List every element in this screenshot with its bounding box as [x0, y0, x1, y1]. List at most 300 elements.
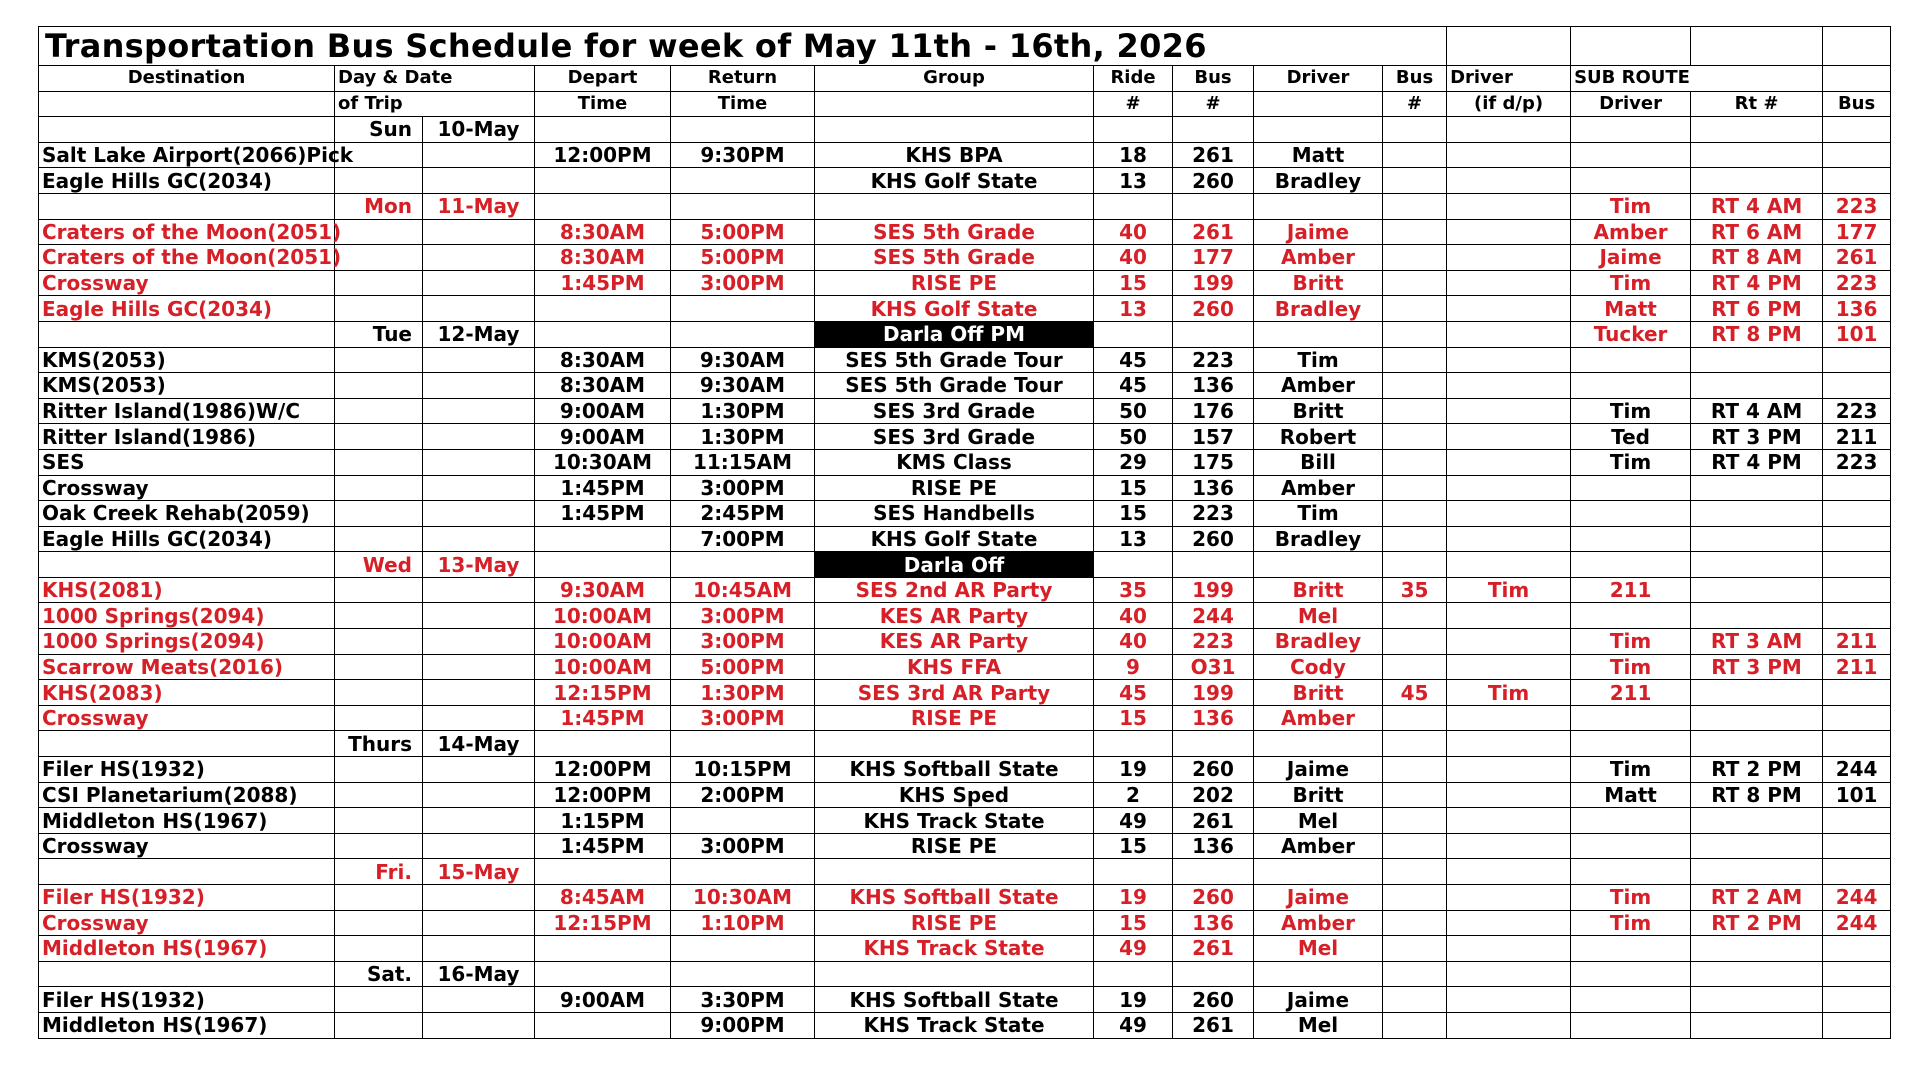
sub-bus-cell [1823, 475, 1891, 501]
day-header-row [39, 193, 1891, 219]
date-cell [423, 449, 535, 475]
header-ride: Ride [1094, 66, 1173, 92]
sub-route-cell: RT 2 AM [1691, 885, 1823, 911]
header-return-time: Time [671, 91, 815, 117]
sub-driver-cell: Ted [1571, 424, 1691, 450]
driver-cell: Bradley [1254, 296, 1383, 322]
sub-bus-cell [1823, 168, 1891, 194]
ride-cell [1094, 859, 1173, 885]
header-ride-num: # [1094, 91, 1173, 117]
bus-2-cell [1383, 526, 1447, 552]
day-cell [335, 475, 423, 501]
bus-2-cell [1383, 885, 1447, 911]
sub-driver-cell: Tim [1571, 398, 1691, 424]
sub-bus-cell: 136 [1823, 296, 1891, 322]
destination-cell: Middleton HS(1967) [39, 936, 335, 962]
sub-route-cell [1691, 577, 1823, 603]
driver-2-cell [1447, 757, 1571, 783]
bus-cell: 177 [1173, 245, 1254, 271]
bus-2-cell [1383, 731, 1447, 757]
ride-cell: 40 [1094, 219, 1173, 245]
destination-cell: SES [39, 449, 335, 475]
bus-cell: 223 [1173, 629, 1254, 655]
bus-cell [1173, 961, 1254, 987]
depart-cell [535, 859, 671, 885]
destination-cell: 1000 Springs(2094) [39, 603, 335, 629]
sub-route-cell: RT 8 PM [1691, 782, 1823, 808]
driver-2-cell: Tim [1447, 577, 1571, 603]
sub-bus-cell: 223 [1823, 193, 1891, 219]
destination-cell: Ritter Island(1986)W/C [39, 398, 335, 424]
group-cell [815, 961, 1094, 987]
return-cell: 3:30PM [671, 987, 815, 1013]
title-spacer-cell [1691, 27, 1823, 66]
header-empty [1254, 91, 1383, 117]
sub-bus-cell [1823, 142, 1891, 168]
header-bus-2-num: # [1383, 91, 1447, 117]
ride-cell: 15 [1094, 705, 1173, 731]
date-cell [423, 782, 535, 808]
depart-cell: 9:00AM [535, 398, 671, 424]
sub-bus-cell [1823, 859, 1891, 885]
bus-2-cell [1383, 910, 1447, 936]
driver-2-cell [1447, 219, 1571, 245]
depart-cell: 1:45PM [535, 833, 671, 859]
driver-2-cell [1447, 910, 1571, 936]
sub-route-cell [1691, 731, 1823, 757]
group-cell: KHS Golf State [815, 526, 1094, 552]
sub-route-cell: RT 4 PM [1691, 449, 1823, 475]
date-cell: 14-May [423, 731, 535, 757]
ride-cell: 45 [1094, 373, 1173, 399]
return-cell [671, 936, 815, 962]
date-cell [423, 808, 535, 834]
sub-driver-cell [1571, 1012, 1691, 1038]
date-cell [423, 910, 535, 936]
bus-cell: 199 [1173, 680, 1254, 706]
sub-route-cell [1691, 833, 1823, 859]
ride-cell [1094, 117, 1173, 143]
trip-row [39, 705, 1891, 731]
driver-cell [1254, 961, 1383, 987]
bus-2-cell [1383, 398, 1447, 424]
driver-cell: Bradley [1254, 629, 1383, 655]
bus-2-cell [1383, 168, 1447, 194]
header-group: Group [815, 66, 1094, 92]
header-row-1 [39, 66, 1891, 92]
sub-driver-cell [1571, 168, 1691, 194]
bus-2-cell [1383, 245, 1447, 271]
group-cell: KHS Track State [815, 808, 1094, 834]
destination-cell: Crossway [39, 475, 335, 501]
bus-cell: 223 [1173, 347, 1254, 373]
driver-cell: Jaime [1254, 885, 1383, 911]
sub-route-cell: RT 4 PM [1691, 270, 1823, 296]
day-cell: Tue [335, 321, 423, 347]
header-sub-rt: Rt # [1691, 91, 1823, 117]
ride-cell: 18 [1094, 142, 1173, 168]
day-header-row [39, 552, 1891, 578]
day-cell [335, 629, 423, 655]
bus-2-cell [1383, 552, 1447, 578]
return-cell: 5:00PM [671, 219, 815, 245]
driver-cell [1254, 731, 1383, 757]
title-spacer-cell [1447, 27, 1571, 66]
depart-cell: 8:45AM [535, 885, 671, 911]
driver-cell [1254, 193, 1383, 219]
driver-2-cell [1447, 859, 1571, 885]
group-cell: RISE PE [815, 910, 1094, 936]
bus-cell: 199 [1173, 577, 1254, 603]
destination-cell: KMS(2053) [39, 347, 335, 373]
sub-route-cell: RT 6 PM [1691, 296, 1823, 322]
date-cell [423, 987, 535, 1013]
trip-row [39, 577, 1891, 603]
trip-row [39, 782, 1891, 808]
return-cell: 2:45PM [671, 501, 815, 527]
sub-bus-cell [1823, 1012, 1891, 1038]
depart-cell [535, 961, 671, 987]
day-cell [335, 219, 423, 245]
date-cell [423, 654, 535, 680]
bus-2-cell [1383, 987, 1447, 1013]
trip-row [39, 424, 1891, 450]
date-cell [423, 833, 535, 859]
group-cell: RISE PE [815, 270, 1094, 296]
ride-cell: 2 [1094, 782, 1173, 808]
header-driver: Driver [1254, 66, 1383, 92]
sub-bus-cell: 211 [1823, 424, 1891, 450]
sub-driver-cell [1571, 501, 1691, 527]
driver-cell: Britt [1254, 680, 1383, 706]
date-cell [423, 629, 535, 655]
driver-2-cell [1447, 782, 1571, 808]
day-header-row [39, 321, 1891, 347]
date-cell [423, 347, 535, 373]
header-depart: Depart [535, 66, 671, 92]
header-destination: Destination [39, 66, 335, 92]
return-cell [671, 168, 815, 194]
bus-2-cell [1383, 654, 1447, 680]
driver-cell: Mel [1254, 1012, 1383, 1038]
driver-cell: Amber [1254, 245, 1383, 271]
header-sub-driver: Driver [1571, 91, 1691, 117]
sub-route-cell: RT 6 AM [1691, 219, 1823, 245]
sub-driver-cell: Tim [1571, 910, 1691, 936]
day-cell [335, 245, 423, 271]
schedule-title: Transportation Bus Schedule for week of May 11th - 16th, 2026 [39, 27, 1447, 66]
trip-row [39, 475, 1891, 501]
driver-cell: Britt [1254, 782, 1383, 808]
header-empty [39, 91, 335, 117]
header-empty [1823, 66, 1891, 92]
trip-row [39, 398, 1891, 424]
day-cell [335, 501, 423, 527]
group-cell: KES AR Party [815, 603, 1094, 629]
group-cell: RISE PE [815, 705, 1094, 731]
sub-route-cell [1691, 987, 1823, 1013]
destination-cell: 1000 Springs(2094) [39, 629, 335, 655]
bus-2-cell [1383, 705, 1447, 731]
sub-route-cell [1691, 526, 1823, 552]
driver-2-cell [1447, 987, 1571, 1013]
sub-route-cell [1691, 936, 1823, 962]
return-cell: 10:30AM [671, 885, 815, 911]
trip-row [39, 501, 1891, 527]
bus-2-cell [1383, 219, 1447, 245]
bus-cell: 261 [1173, 1012, 1254, 1038]
driver-2-cell [1447, 321, 1571, 347]
driver-2-cell [1447, 885, 1571, 911]
date-cell [423, 680, 535, 706]
ride-cell: 15 [1094, 270, 1173, 296]
bus-cell: 223 [1173, 501, 1254, 527]
bus-cell: 260 [1173, 168, 1254, 194]
ride-cell [1094, 193, 1173, 219]
ride-cell: 19 [1094, 757, 1173, 783]
group-cell: KHS Track State [815, 936, 1094, 962]
bus-cell: 260 [1173, 296, 1254, 322]
sub-driver-cell: Tucker [1571, 321, 1691, 347]
driver-cell: Britt [1254, 270, 1383, 296]
group-cell: KHS Sped [815, 782, 1094, 808]
depart-cell: 9:00AM [535, 987, 671, 1013]
sub-driver-cell [1571, 936, 1691, 962]
group-cell: KHS Softball State [815, 757, 1094, 783]
return-cell: 9:30AM [671, 347, 815, 373]
destination-cell: Crossway [39, 270, 335, 296]
destination-cell: Middleton HS(1967) [39, 808, 335, 834]
day-cell [335, 577, 423, 603]
return-cell: 3:00PM [671, 629, 815, 655]
ride-cell: 15 [1094, 501, 1173, 527]
trip-row [39, 757, 1891, 783]
group-cell: KHS Softball State [815, 885, 1094, 911]
bus-cell: 260 [1173, 885, 1254, 911]
destination-cell: Crossway [39, 910, 335, 936]
sub-route-cell [1691, 501, 1823, 527]
header-sub-bus: Bus [1823, 91, 1891, 117]
depart-cell: 1:45PM [535, 270, 671, 296]
bus-2-cell [1383, 859, 1447, 885]
return-cell [671, 808, 815, 834]
sub-bus-cell: 177 [1823, 219, 1891, 245]
sub-driver-cell [1571, 117, 1691, 143]
date-cell [423, 245, 535, 271]
return-cell: 3:00PM [671, 705, 815, 731]
bus-cell [1173, 859, 1254, 885]
day-cell: Thurs [335, 731, 423, 757]
depart-cell: 12:00PM [535, 782, 671, 808]
driver-2-cell [1447, 552, 1571, 578]
driver-2-cell [1447, 168, 1571, 194]
bus-cell [1173, 731, 1254, 757]
driver-cell: Jaime [1254, 757, 1383, 783]
sub-bus-cell [1823, 936, 1891, 962]
trip-row [39, 936, 1891, 962]
return-cell: 9:30AM [671, 373, 815, 399]
return-cell: 1:10PM [671, 910, 815, 936]
sub-driver-cell: Tim [1571, 885, 1691, 911]
depart-cell: 8:30AM [535, 219, 671, 245]
destination-cell: Oak Creek Rehab(2059) [39, 501, 335, 527]
driver-cell: Bradley [1254, 526, 1383, 552]
sub-bus-cell: 211 [1823, 629, 1891, 655]
group-cell: KHS Track State [815, 1012, 1094, 1038]
sub-bus-cell [1823, 577, 1891, 603]
sub-driver-cell [1571, 552, 1691, 578]
sub-bus-cell [1823, 987, 1891, 1013]
bus-2-cell: 35 [1383, 577, 1447, 603]
header-of-trip: of Trip [335, 91, 535, 117]
destination-cell: Ritter Island(1986) [39, 424, 335, 450]
destination-cell [39, 321, 335, 347]
day-cell [335, 680, 423, 706]
date-cell [423, 936, 535, 962]
sub-bus-cell [1823, 603, 1891, 629]
sub-bus-cell: 211 [1823, 654, 1891, 680]
depart-cell: 1:45PM [535, 475, 671, 501]
bus-2-cell [1383, 296, 1447, 322]
ride-cell: 49 [1094, 1012, 1173, 1038]
trip-row [39, 373, 1891, 399]
header-sub-route: SUB ROUTE [1571, 66, 1823, 92]
day-header-row [39, 961, 1891, 987]
trip-row [39, 680, 1891, 706]
day-cell [335, 808, 423, 834]
title-row [39, 27, 1891, 66]
driver-2-cell [1447, 449, 1571, 475]
destination-cell: KHS(2081) [39, 577, 335, 603]
depart-cell: 8:30AM [535, 373, 671, 399]
sub-bus-cell [1823, 731, 1891, 757]
day-header-row [39, 859, 1891, 885]
depart-cell: 10:00AM [535, 654, 671, 680]
sub-bus-cell: 223 [1823, 270, 1891, 296]
day-cell [335, 705, 423, 731]
bus-cell [1173, 193, 1254, 219]
driver-off-note: Darla Off [815, 552, 1094, 578]
group-cell: SES 3rd Grade [815, 398, 1094, 424]
day-cell [335, 910, 423, 936]
header-depart-time: Time [535, 91, 671, 117]
sub-bus-cell: 244 [1823, 910, 1891, 936]
day-cell [335, 782, 423, 808]
sub-bus-cell: 101 [1823, 321, 1891, 347]
bus-cell: 136 [1173, 373, 1254, 399]
ride-cell: 40 [1094, 603, 1173, 629]
driver-cell: Mel [1254, 603, 1383, 629]
trip-row [39, 142, 1891, 168]
sub-bus-cell [1823, 347, 1891, 373]
group-cell: RISE PE [815, 833, 1094, 859]
driver-cell: Jaime [1254, 987, 1383, 1013]
sub-route-cell [1691, 117, 1823, 143]
driver-cell [1254, 552, 1383, 578]
driver-2-cell [1447, 270, 1571, 296]
driver-2-cell [1447, 705, 1571, 731]
sub-bus-cell [1823, 808, 1891, 834]
return-cell [671, 321, 815, 347]
sub-route-cell [1691, 1012, 1823, 1038]
driver-cell: Tim [1254, 501, 1383, 527]
driver-2-cell [1447, 629, 1571, 655]
day-header-row [39, 731, 1891, 757]
ride-cell: 45 [1094, 680, 1173, 706]
driver-cell: Matt [1254, 142, 1383, 168]
driver-2-cell [1447, 142, 1571, 168]
bus-schedule-table [38, 26, 1891, 1039]
sub-driver-cell [1571, 808, 1691, 834]
ride-cell: 40 [1094, 245, 1173, 271]
sub-bus-cell [1823, 552, 1891, 578]
day-cell [335, 526, 423, 552]
driver-cell: Britt [1254, 577, 1383, 603]
sub-driver-cell [1571, 373, 1691, 399]
date-cell [423, 270, 535, 296]
bus-cell [1173, 117, 1254, 143]
day-cell: Sun [335, 117, 423, 143]
title-spacer-cell [1823, 27, 1891, 66]
depart-cell: 12:15PM [535, 910, 671, 936]
sub-route-cell [1691, 475, 1823, 501]
destination-cell [39, 193, 335, 219]
day-cell: Sat. [335, 961, 423, 987]
group-cell [815, 193, 1094, 219]
bus-2-cell [1383, 629, 1447, 655]
day-cell [335, 347, 423, 373]
sub-driver-cell [1571, 961, 1691, 987]
sub-route-cell [1691, 961, 1823, 987]
sub-route-cell [1691, 808, 1823, 834]
ride-cell: 9 [1094, 654, 1173, 680]
driver-2-cell [1447, 961, 1571, 987]
bus-2-cell: 45 [1383, 680, 1447, 706]
date-cell: 16-May [423, 961, 535, 987]
depart-cell: 10:00AM [535, 629, 671, 655]
group-cell: SES 3rd Grade [815, 424, 1094, 450]
day-header-row [39, 117, 1891, 143]
ride-cell: 15 [1094, 833, 1173, 859]
driver-2-cell [1447, 603, 1571, 629]
sub-route-cell [1691, 603, 1823, 629]
driver-2-cell [1447, 526, 1571, 552]
trip-row [39, 603, 1891, 629]
sub-driver-cell: Jaime [1571, 245, 1691, 271]
bus-2-cell [1383, 373, 1447, 399]
day-cell [335, 449, 423, 475]
date-cell [423, 526, 535, 552]
sub-driver-cell: Tim [1571, 654, 1691, 680]
ride-cell [1094, 552, 1173, 578]
depart-cell [535, 117, 671, 143]
day-cell [335, 270, 423, 296]
sub-route-cell [1691, 142, 1823, 168]
destination-cell: Filer HS(1932) [39, 987, 335, 1013]
bus-cell: 260 [1173, 987, 1254, 1013]
bus-cell: 261 [1173, 808, 1254, 834]
trip-row [39, 347, 1891, 373]
depart-cell [535, 168, 671, 194]
header-return: Return [671, 66, 815, 92]
trip-row [39, 270, 1891, 296]
group-cell: KHS Golf State [815, 296, 1094, 322]
day-cell [335, 373, 423, 399]
sub-driver-cell: Tim [1571, 757, 1691, 783]
return-cell: 3:00PM [671, 603, 815, 629]
return-cell: 3:00PM [671, 475, 815, 501]
sub-driver-cell: Tim [1571, 449, 1691, 475]
